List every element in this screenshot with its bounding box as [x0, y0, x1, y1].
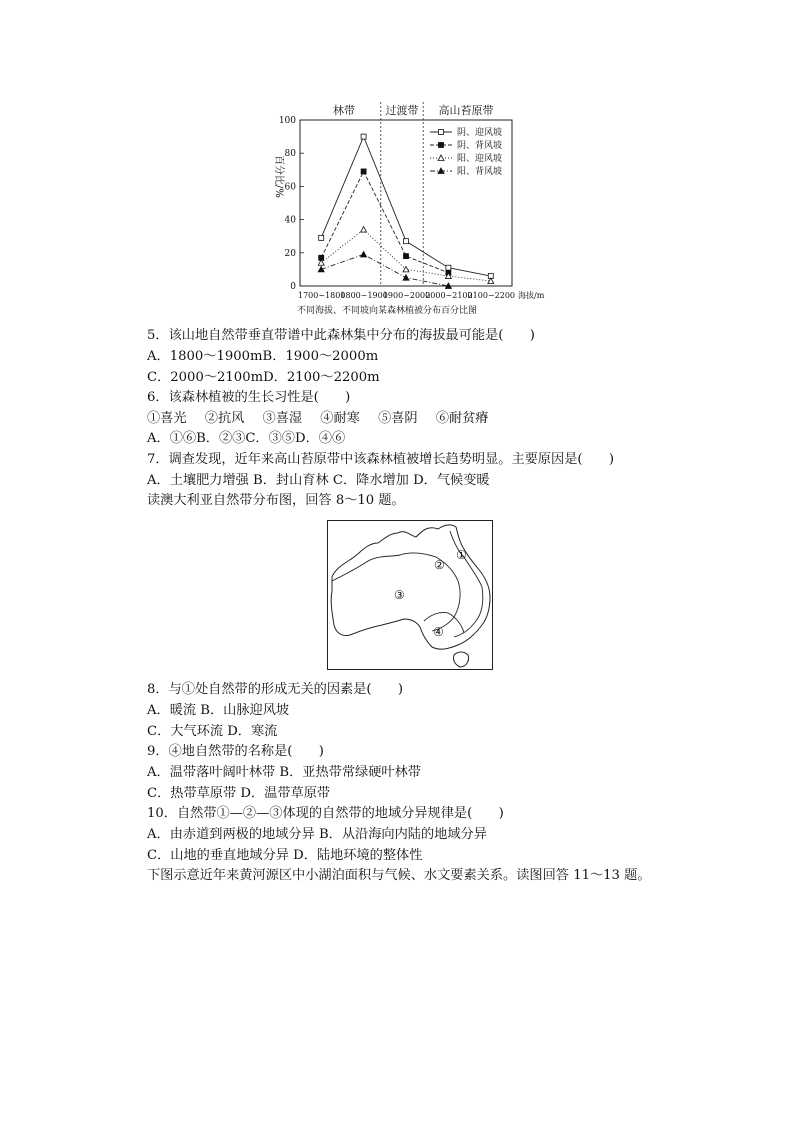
q6-item: ④耐寒 [320, 411, 360, 426]
y-tick-label: 100 [278, 116, 296, 126]
legend-label: 阴、背风坡 [457, 141, 503, 151]
data-point [318, 266, 324, 272]
x-tick-label: 2100~2200 [467, 291, 516, 300]
q6-stem: 6．该森林植被的生长习性是( ) [147, 390, 351, 405]
legend-label: 阴、迎风坡 [457, 128, 503, 138]
zone-boundary-1 [450, 531, 483, 637]
y-tick-label: 40 [284, 215, 296, 226]
q6-item: ⑤喜阴 [378, 411, 418, 426]
data-point [438, 155, 444, 161]
q8-options-row2: C．大气环流 D．寒流 [147, 724, 278, 739]
x-axis-label: 海拔/m [518, 291, 545, 300]
x-tick-label: 1800~1900 [340, 291, 388, 300]
q6-item: ⑥耐贫瘠 [435, 411, 489, 426]
legend-label: 阳、背风坡 [457, 167, 503, 177]
intro-yellow-river: 下图示意近年来黄河源区中小湖泊面积与气候、水文要素关系。读图回答 11～13 题。 [147, 868, 651, 883]
series-line [321, 171, 448, 272]
q8-stem: 8．与①处自然带的形成无关的因素是( ) [147, 682, 404, 697]
data-point [361, 227, 367, 233]
q10-options-row2: C．山地的垂直地域分异 D．陆地环境的整体性 [147, 848, 423, 863]
x-tick-label: 2000~2100 [425, 291, 473, 300]
data-point [439, 143, 444, 148]
q6-item: ①喜光 [147, 411, 187, 426]
y-tick-label: 80 [284, 149, 296, 160]
x-tick-label: 1700~1800 [298, 291, 346, 300]
y-tick-label: 20 [284, 248, 296, 259]
data-point [446, 265, 451, 270]
q6-options: A．①⑥B．②③C．③⑤D．④⑥ [147, 431, 346, 446]
australia-natural-zone-map [327, 520, 493, 670]
zone-label-forest: 林带 [333, 104, 355, 117]
zone-label-transition: 过渡带 [385, 104, 419, 117]
series-line [321, 254, 448, 286]
map-label-3: ③ [394, 588, 405, 602]
q8-options-row1: A．暖流 B．山脉迎风坡 [147, 703, 290, 718]
data-point [403, 266, 409, 272]
y-tick-label: 60 [284, 182, 296, 193]
map-label-4: ④ [433, 625, 444, 639]
chart-caption: 不同海拔、不同坡向某森林植被分布百分比图 [297, 306, 478, 316]
map-label-2: ② [434, 558, 445, 572]
q6-item: ②抗风 [204, 411, 245, 426]
data-point [439, 130, 444, 135]
q5-options-row2: C．2000～2100mD．2100～2200m [147, 370, 380, 385]
data-point [404, 254, 409, 259]
q9-options-row2: C．热带草原带 D．温带草原带 [147, 786, 331, 801]
y-tick-label: 0 [290, 282, 296, 292]
q9-options-row1: A．温带落叶阔叶林带 B．亚热带常绿硬叶林带 [147, 765, 421, 780]
zone-label-tundra: 高山苔原带 [438, 104, 494, 117]
y-axis-label: 百分比/% [273, 155, 284, 198]
q5-options-row1: A．1800～1900mB．1900～2000m [147, 349, 379, 364]
data-point [404, 239, 409, 244]
data-point [403, 275, 409, 281]
tasmania-outline [453, 652, 468, 667]
intro-australia: 读澳大利亚自然带分布图，回答 8～10 题。 [147, 493, 405, 508]
zone-boundary-3 [424, 612, 464, 633]
q6-item: ③喜湿 [262, 411, 303, 426]
data-point [361, 251, 367, 257]
chart-legend [430, 126, 502, 177]
x-tick-label: 1900~2000 [382, 291, 431, 300]
q9-stem: 9．④地自然带的名称是( ) [147, 744, 324, 759]
map-label-1: ① [456, 548, 467, 562]
forest-distribution-chart [262, 100, 562, 320]
q6-items [147, 410, 489, 428]
data-point [361, 169, 366, 174]
q10-options-row1: A．由赤道到两极的地域分异 B．从沿海向内陆的地域分异 [147, 827, 487, 842]
q5-stem: 5．该山地自然带垂直带谱中此森林集中分布的海拔最可能是( ) [147, 328, 535, 343]
q7-options: A．土壤肥力增强 B．封山育林 C．降水增加 D．气候变暖 [147, 473, 490, 488]
series-2 [319, 169, 451, 275]
data-point [319, 235, 324, 240]
data-point [361, 134, 366, 139]
q10-stem: 10．自然带①—②—③体现的自然带的地域分异规律是( ) [147, 806, 504, 821]
legend-label: 阳、迎风坡 [457, 154, 503, 164]
q7-stem: 7．调查发现，近年来高山苔原带中该森林植被增长趋势明显。主要原因是( ) [147, 452, 615, 467]
australia-map-svg [328, 521, 492, 669]
